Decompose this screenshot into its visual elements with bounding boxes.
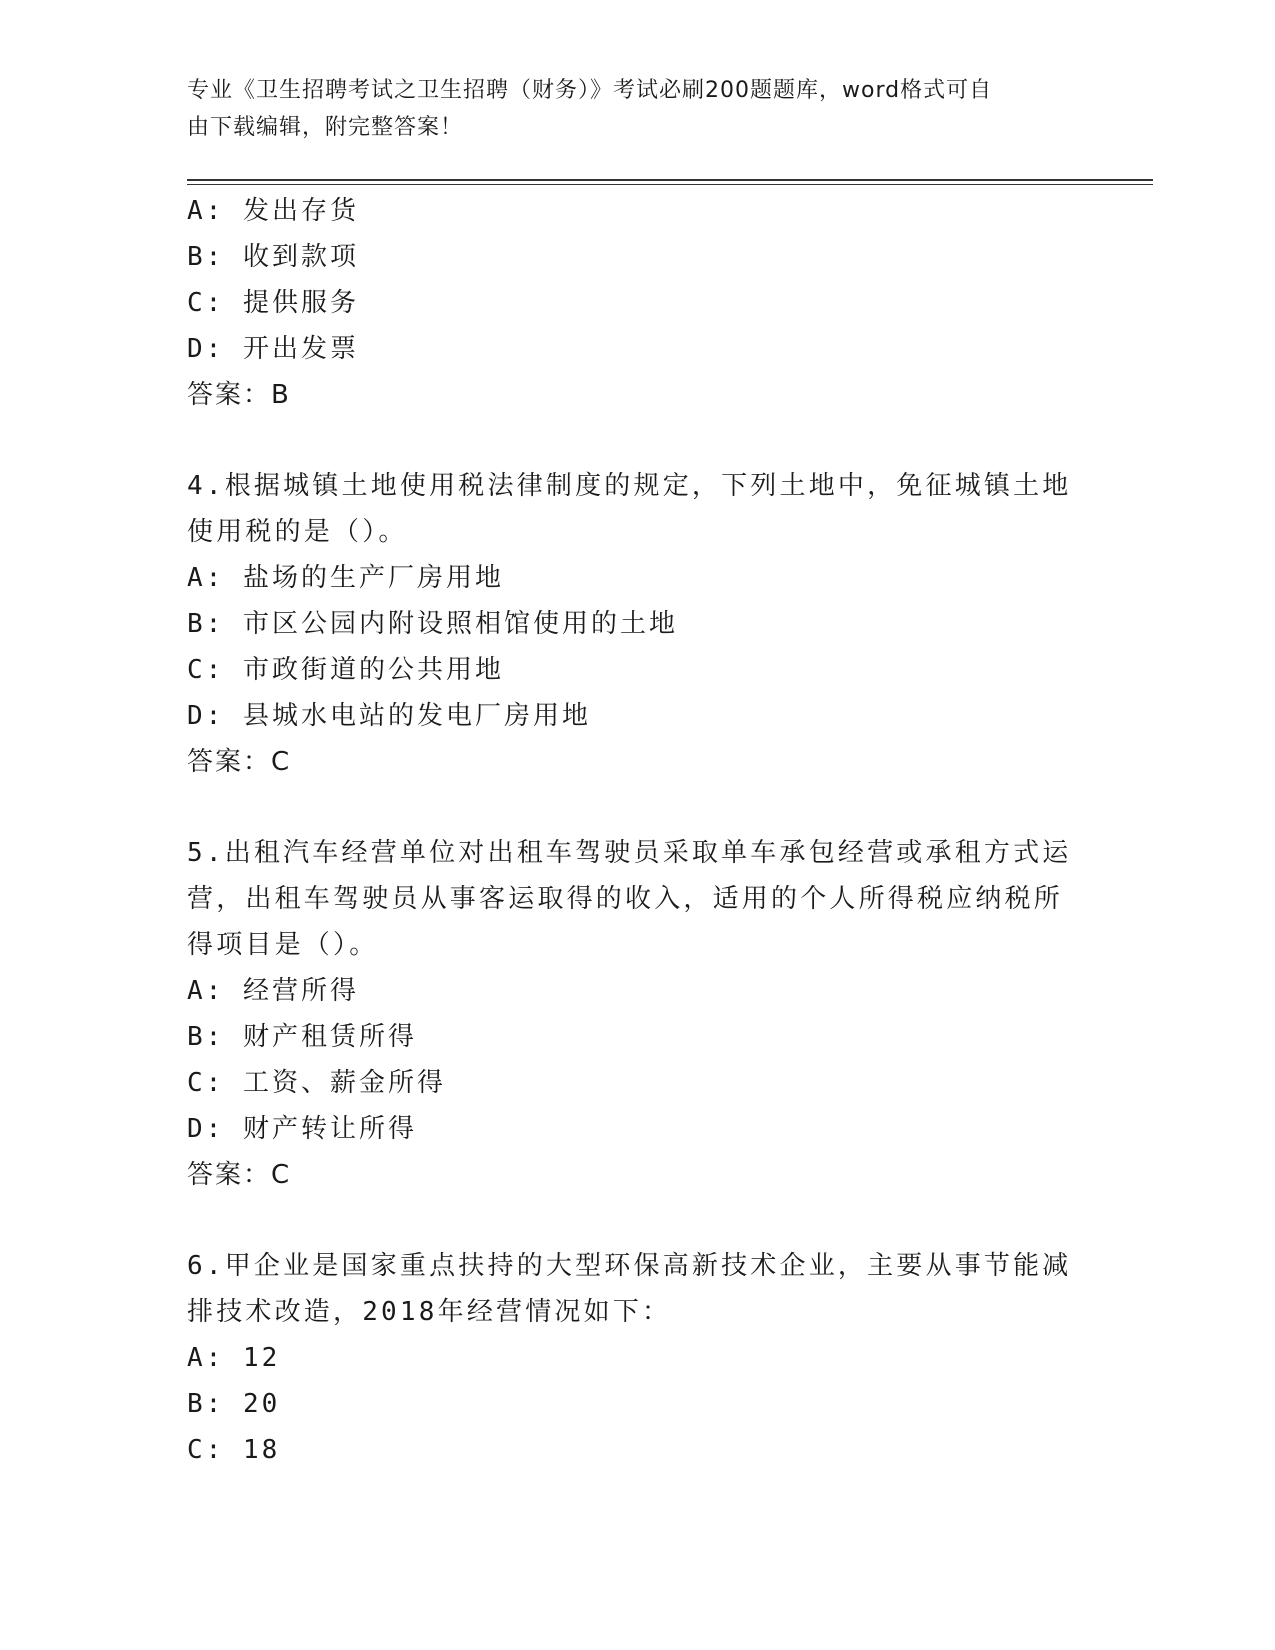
spacer bbox=[187, 418, 1067, 463]
question-6 bbox=[187, 1243, 1072, 1473]
question-stem-line: 得项目是（）。 bbox=[187, 930, 379, 960]
option-c: C: 市政街道的公共用地 bbox=[187, 655, 504, 685]
spacer bbox=[187, 785, 1067, 830]
question-stem-line: 使用税的是（）。 bbox=[187, 517, 408, 547]
question-stem-line: 4.根据城镇土地使用税法律制度的规定，下列土地中，免征城镇土地 bbox=[187, 471, 1072, 501]
option-b: B: 收到款项 bbox=[187, 242, 359, 272]
option-c: C: 工资、薪金所得 bbox=[187, 1068, 446, 1098]
spacer bbox=[187, 1198, 1067, 1243]
option-b: B: 财产租赁所得 bbox=[187, 1022, 417, 1052]
option-d: D: 财产转让所得 bbox=[187, 1114, 417, 1144]
option-d: D: 县城水电站的发电厂房用地 bbox=[187, 701, 591, 731]
option-a: A: 盐场的生产厂房用地 bbox=[187, 563, 504, 593]
question-3 bbox=[187, 188, 1067, 418]
header-line-2: 由下载编辑，附完整答案！ bbox=[187, 115, 464, 140]
answer: 答案：B bbox=[187, 380, 291, 410]
question-stem-line: 5.出租汽车经营单位对出租车驾驶员采取单车承包经营或承租方式运 bbox=[187, 838, 1072, 868]
option-c: C: 18 bbox=[187, 1435, 281, 1465]
answer: 答案：C bbox=[187, 1160, 292, 1190]
option-a: A: 12 bbox=[187, 1343, 281, 1373]
option-b: B: 20 bbox=[187, 1389, 281, 1419]
answer: 答案：C bbox=[187, 747, 292, 777]
header-line-1: 专业《卫生招聘考试之卫生招聘（财务）》考试必刷200题题库，word格式可自 bbox=[187, 78, 993, 103]
option-a: A: 发出存货 bbox=[187, 196, 359, 226]
question-list bbox=[187, 188, 1072, 1473]
option-a: A: 经营所得 bbox=[187, 976, 359, 1006]
question-stem-line: 营，出租车驾驶员从事客运取得的收入，适用的个人所得税应纳税所 bbox=[187, 884, 1064, 914]
header-rule-thick bbox=[187, 179, 1153, 181]
question-stem-line: 6.甲企业是国家重点扶持的大型环保高新技术企业，主要从事节能减 bbox=[187, 1251, 1072, 1281]
document-header bbox=[187, 72, 1067, 146]
question-4 bbox=[187, 463, 1072, 785]
option-c: C: 提供服务 bbox=[187, 288, 359, 318]
option-b: B: 市区公园内附设照相馆使用的土地 bbox=[187, 609, 678, 639]
option-d: D: 开出发票 bbox=[187, 334, 359, 364]
header-rule-thin bbox=[187, 184, 1153, 185]
question-stem-line: 排技术改造，2018年经营情况如下： bbox=[187, 1297, 672, 1327]
question-5 bbox=[187, 830, 1072, 1198]
